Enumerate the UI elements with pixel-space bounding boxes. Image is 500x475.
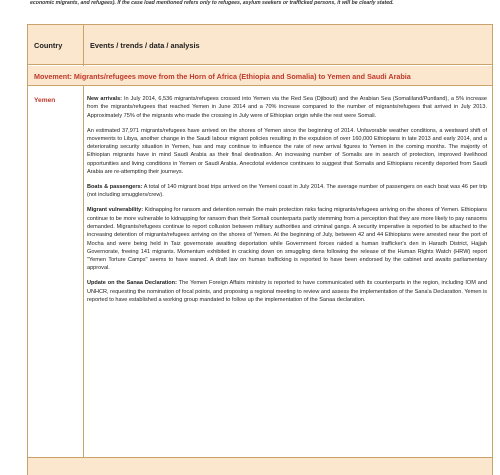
events-column-header: Events / trends / data / analysis <box>90 41 200 50</box>
paragraph-text: Kidnapping for ransom and detention remain the main protection risks facing migrants/refugees arriving on the shores of Yemen. Ethiopians continue to be more vulnerable to kidnapping for ransom than their Somali counterparts partly stemming from a perception that they are more likely to pay ransoms demanded. Migrants/refugees continue to report collusion between military authorities and criminal gangs. A security imperative is reported to be attached to the increasing detention of migrants/refugees arriving on the shores of Yemen. At the beginning of July, between 42 and 44 Ethiopians were arrested near the port of Mocha and were being held in Taiz governorate awaiting deportation while Government forces raided a human trafficker's den in Haradh District, Hajjah Governorate, freeing 141 migrants. Momentum exhibited in cracking down on smuggling dens following the release of the Human Rights Watch (HRW) report "Yemen Torture Camps" seems to have waned. A draft law on human trafficking is reported to have been endorsed by the cabinet and awaits parliamentary approval. <box>87 207 487 272</box>
table-header-row <box>28 25 492 65</box>
movement-row <box>28 66 492 86</box>
paragraph-estimate <box>87 127 487 177</box>
paragraph-sanaa <box>87 279 487 304</box>
events-table <box>27 24 493 475</box>
events-content <box>87 95 487 311</box>
top-note: economic migrants, and refugees). If the case load mentioned refers only to refugees, asylum seekers or trafficked persons, it will be clearly stated. <box>30 0 394 6</box>
paragraph-title: Boats & passengers: <box>87 184 143 191</box>
paragraph-boats <box>87 183 487 200</box>
country-cell: Yemen <box>34 97 56 104</box>
movement-title: Movement: Migrants/refugees move from the Horn of Africa (Ethiopia and Somalia) to Yemen and Saudi Arabia <box>34 72 411 81</box>
paragraph-title: New arrivals: <box>87 96 122 102</box>
column-divider <box>83 25 84 475</box>
paragraph-title: Migrant vulnerability: <box>87 207 144 214</box>
next-movement-row <box>28 457 492 475</box>
paragraph-text: An estimated 37,971 migrants/refugees have arrived on the shores of Yemen since the beginning of 2014. Unfavorable weather conditions, a westward shift of movements to Libya, another change in the Saudi labour migrant policies resulting in the expulsion of over 160,000 Ethiopians in late 2013 and early 2014, and a deteriorating security situation in Yemen, has and may continue to influence the rate of new arrival figures to Yemen in the coming months. The majority of Ethiopian migrants have in mind Saudi Arabia as their final destination. An increasing number of Somalis are in search of protection, improved livelihood opportunities and living conditions in Yemen or Saudi Arabia. Anecdotal evidence continues to suggest that Somalis and Ethiopians recently deported from Saudi Arabia are re-attempting their journeys. <box>87 127 487 176</box>
paragraph-new-arrivals <box>87 95 487 120</box>
paragraph-text: In July 2014, 6,536 migrants/refugees crossed into Yemen via the Red Sea (Djibouti) and the Arabian Sea (Somaliland/Puntland), a 5% increase from the migrants/refugees that reached Yemen in June 2014 and a 70% increase compared to the number of migrants/refugees that arrived in July 2013. Approximately 75% of the migrants who made the crossing in July were of Ethiopian origin while the rest were Somali. <box>87 96 487 119</box>
paragraph-text: A total of 140 migrant boat trips arrived on the Yemeni coast in July 2014. The average number of passengers on each boat was 46 per trip (not including smugglers/crew). <box>87 184 487 199</box>
paragraph-vulnerability <box>87 206 487 272</box>
paragraph-text: The Yemen Foreign Affairs ministry is reported to have communicated with its counterparts in the region, including IOM and UNHCR, requesting the nomination of focal points, and proposing a regional meeting to review and assess the implementation of the Sana'a Declaration. Yemen is reported to have established a working group mandated to follow up the implementation of the Sanaa declaration. <box>87 280 487 303</box>
country-column-header: Country <box>34 41 63 50</box>
paragraph-title: Update on the Sanaa Declaration: <box>87 280 177 287</box>
